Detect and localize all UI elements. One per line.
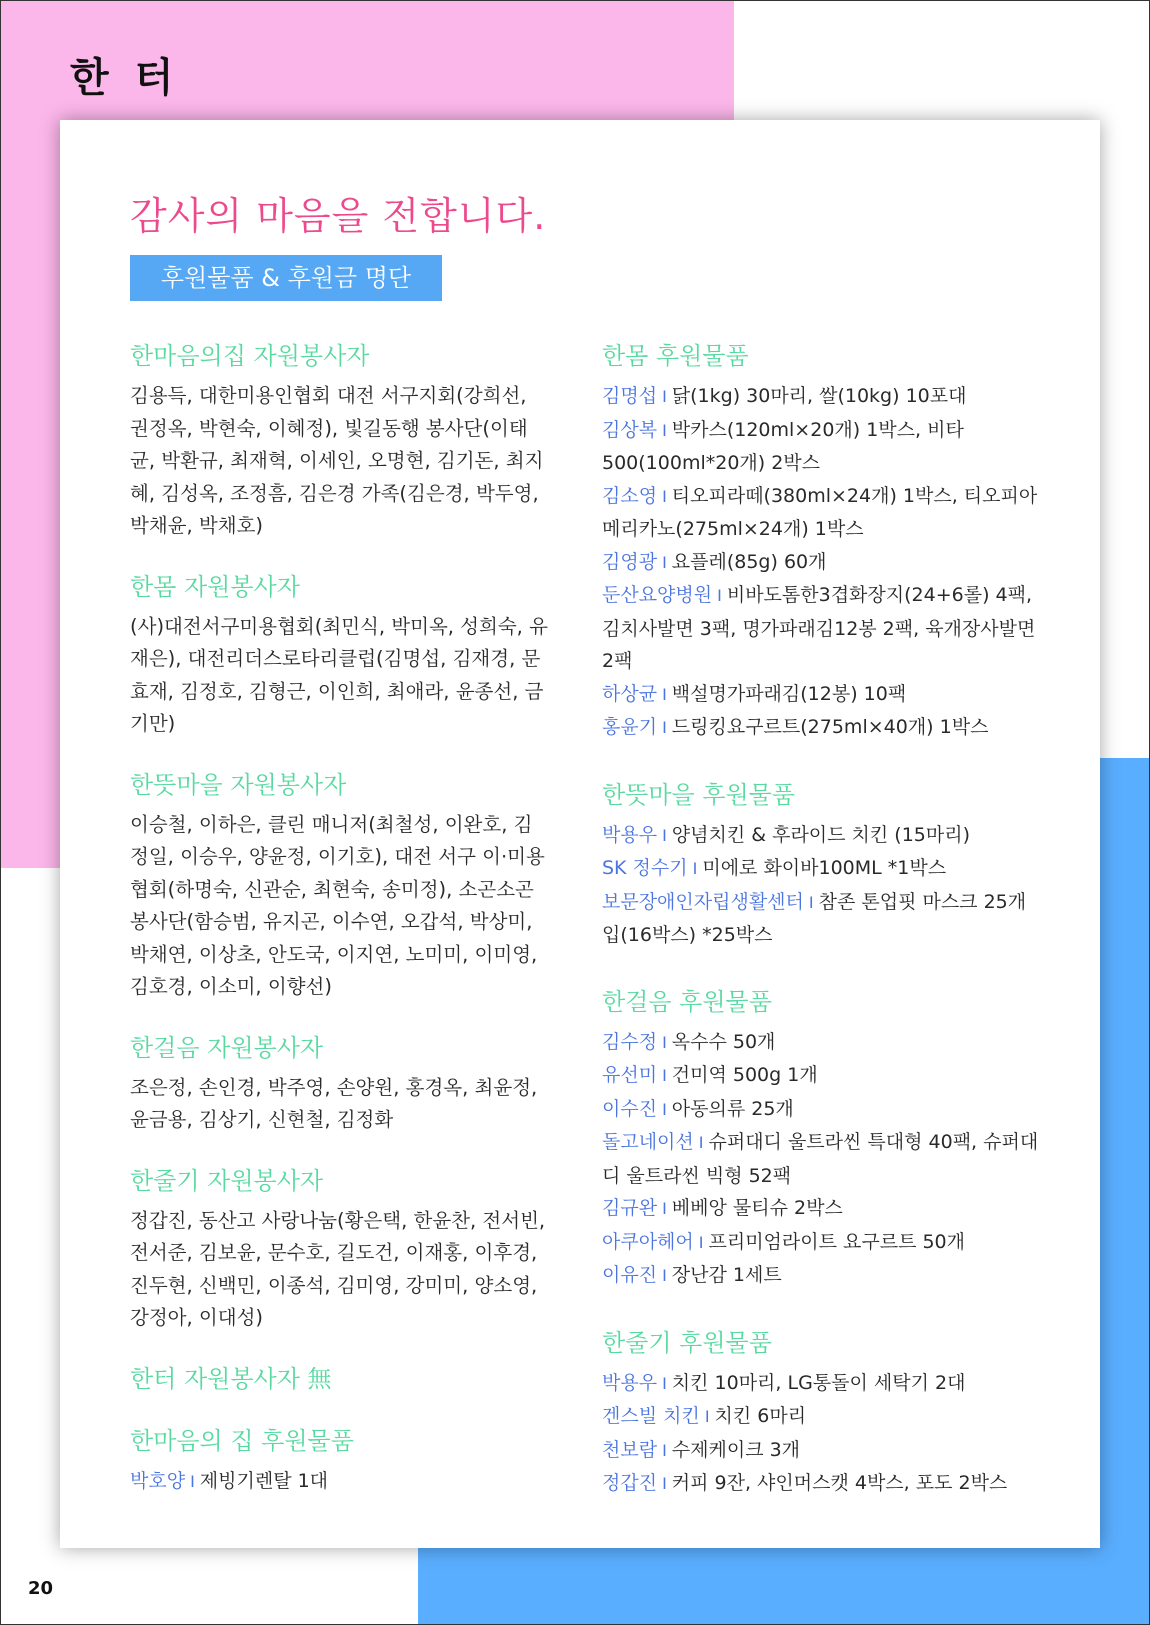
separator: I (662, 1373, 667, 1393)
separator: I (662, 1474, 667, 1493)
section-title: 한 터 (70, 55, 180, 101)
donation-description: 미에로 화이바100ML *1박스 (702, 857, 947, 879)
donor-name: 김규완 (602, 1197, 658, 1219)
group-title: 한걸음 후원물품 (602, 987, 772, 1016)
donation-description: 치킨 6마리 (714, 1405, 807, 1427)
donation-description: 슈퍼대디 울트라씬 특대형 40팩, 슈퍼대디 울트라씬 빅형 52팩 (602, 1131, 1039, 1187)
separator: I (662, 1032, 667, 1052)
volunteer-group (130, 1361, 550, 1397)
donation-description: 비바도톰한3겹화장지(24+6롤) 4팩, 김치사발면 3팩, 명가파래김12봉 2팩, 육개장사발면 2팩 (602, 584, 1036, 672)
group-title: 한터 자원봉사자 無 (130, 1364, 332, 1393)
separator: I (190, 1471, 195, 1491)
donor-name: 박호양 (130, 1469, 186, 1492)
separator: I (698, 1133, 704, 1152)
donation-item (602, 414, 1042, 480)
group-title: 한줄기 자원봉사자 (130, 1166, 324, 1195)
group-names: 김용득, 대한미용인협회 대전 서구지회(강희선, 권정옥, 박현숙, 이혜정), 빛길동행 봉사단(이태균, 박환규, 최재혁, 이세인, 오명현, 김기돈, 최지혜, 김성옥, 조정흠, 김은경 가족(김은경, 박두영, 박채윤, 박채호) (130, 384, 544, 537)
donation-group (602, 984, 1042, 1293)
donation-item (602, 1400, 1042, 1434)
donation-description: 백설명가파래김(12봉) 10팩 (671, 682, 907, 705)
donation-item (602, 852, 1042, 886)
volunteer-group (130, 1030, 550, 1137)
group-title: 한마음의집 자원봉사자 (130, 342, 370, 370)
donation-item (602, 1093, 1042, 1127)
donation-group (130, 1423, 550, 1499)
donation-description: 박카스(120ml×20개) 1박스, 비타500(100ml*20개) 2박스 (602, 418, 964, 474)
donation-description: 제빙기렌탈 1대 (199, 1469, 329, 1492)
donor-name: SK 정수기 (602, 857, 688, 879)
group-title: 한뜻마을 후원물품 (602, 780, 796, 809)
donor-name: 김소영 (602, 484, 658, 507)
group-names: 조은정, 손인경, 박주영, 손양원, 홍경옥, 최윤정, 윤금용, 김상기, 신현철, 김정화 (130, 1075, 538, 1131)
donation-item (602, 546, 1042, 580)
separator: I (662, 684, 667, 704)
separator: I (662, 1199, 667, 1218)
separator: I (662, 1066, 667, 1085)
donor-name: 김수정 (602, 1030, 658, 1053)
donor-name: 홍윤기 (602, 716, 658, 738)
separator: I (662, 718, 667, 737)
separator: I (662, 1266, 667, 1285)
volunteer-group (130, 1163, 550, 1335)
separator: I (662, 387, 667, 406)
separator: I (662, 552, 667, 572)
donor-name: 천보람 (602, 1438, 658, 1461)
donation-item (602, 678, 1042, 712)
donation-description: 수제케이크 3개 (671, 1438, 801, 1461)
donation-description: 티오피라떼(380ml×24개) 1박스, 티오피아메리카노(275ml×24개) 1박스 (602, 484, 1038, 540)
page-number: 20 (28, 1578, 54, 1599)
donor-name: 김상복 (602, 418, 658, 441)
donor-name: 이유진 (602, 1264, 658, 1286)
donation-item (130, 1465, 550, 1499)
donation-item (602, 1126, 1042, 1192)
donation-item (602, 711, 1042, 745)
donation-description: 참존 톤업핏 마스크 25개입(16박스) *25박스 (602, 890, 1027, 946)
separator: I (662, 420, 667, 440)
donation-item (602, 1192, 1042, 1226)
separator: I (692, 859, 698, 878)
list-banner: 후원물품 & 후원금 명단 (130, 255, 442, 301)
group-title: 한뜻마을 자원봉사자 (130, 770, 347, 799)
donation-item (602, 819, 1042, 853)
donation-description: 프리미엄라이트 요구르트 50개 (708, 1230, 966, 1253)
separator: I (662, 1099, 667, 1119)
donation-item (602, 1467, 1042, 1501)
separator: I (662, 486, 667, 506)
group-names: 정갑진, 동산고 사랑나눔(황은택, 한윤찬, 전서빈, 전서준, 김보윤, 문수호, 길도건, 이재홍, 이후경, 진두현, 신백민, 이종석, 김미영, 강미미, 양소영, 강정아, 이대성) (130, 1208, 546, 1329)
group-names: (사)대전서구미용협회(최민식, 박미옥, 성희숙, 유재은), 대전리더스로타리클럽(김명섭, 김재경, 문효재, 김정호, 김형근, 이인희, 최애라, 윤종선, 금기만) (130, 614, 548, 735)
donation-item (602, 1059, 1042, 1093)
donation-description: 베베앙 물티슈 2박스 (671, 1197, 843, 1219)
donor-name: 보문장애인자립생활센터 (602, 890, 804, 913)
donation-description: 건미역 500g 1개 (671, 1064, 818, 1086)
donor-name: 유선미 (602, 1064, 658, 1086)
separator: I (662, 825, 667, 845)
donation-item (602, 1367, 1042, 1401)
donor-name: 아쿠아헤어 (602, 1230, 694, 1253)
volunteer-group (130, 338, 550, 543)
donation-item (602, 1259, 1042, 1293)
donation-item (602, 579, 1042, 678)
volunteer-group (130, 767, 550, 1004)
donation-item (602, 480, 1042, 546)
donor-name: 이수진 (602, 1097, 658, 1120)
donation-group (602, 1325, 1042, 1501)
donor-name: 정갑진 (602, 1472, 658, 1494)
group-title: 한몸 후원물품 (602, 342, 749, 370)
donor-name: 겐스빌 치킨 (602, 1405, 700, 1427)
donations-column (602, 338, 1042, 1533)
donation-description: 요플레(85g) 60개 (671, 550, 827, 573)
donor-name: 김영광 (602, 550, 658, 573)
separator: I (808, 892, 814, 912)
donation-item (602, 1026, 1042, 1060)
donation-group (602, 777, 1042, 952)
separator: I (698, 1232, 704, 1252)
group-title: 한줄기 후원물품 (602, 1328, 772, 1357)
donor-name: 김명섭 (602, 385, 658, 407)
separator: I (704, 1407, 710, 1426)
donation-description: 닭(1kg) 30마리, 쌀(10kg) 10포대 (671, 385, 967, 407)
group-title: 한걸음 자원봉사자 (130, 1033, 324, 1062)
group-title: 한마음의 집 후원물품 (130, 1426, 354, 1455)
donation-description: 옥수수 50개 (671, 1030, 776, 1053)
donor-name: 하상균 (602, 682, 658, 705)
separator: I (662, 1440, 667, 1460)
donor-name: 둔산요양병원 (602, 584, 713, 606)
page-headline: 감사의 마음을 전합니다. (130, 194, 547, 238)
donation-description: 양념치킨 & 후라이드 치킨 (15마리) (671, 823, 971, 846)
content-card (60, 120, 1100, 1548)
donation-description: 커피 9잔, 샤인머스캣 4박스, 포도 2박스 (671, 1472, 1008, 1494)
donor-name: 박용우 (602, 1371, 658, 1394)
separator: I (717, 586, 722, 605)
volunteers-column (130, 338, 550, 1524)
volunteer-group (130, 569, 550, 741)
group-title: 한몸 자원봉사자 (130, 572, 300, 601)
group-names: 이승철, 이하은, 클린 매니저(최철성, 이완호, 김정일, 이승우, 양윤정, 이기호), 대전 서구 이·미용 협회(하명숙, 신관순, 최현숙, 송미정), 소곤소곤봉사단(함승범, 유지곤, 이수연, 오갑석, 박상미, 박채연, 이상초, 안도국, 이지연, 노미미, 이미영, 김호경, 이소미, 이향선) (130, 812, 545, 998)
donation-item (602, 1434, 1042, 1468)
donation-item (602, 380, 1042, 414)
donation-group (602, 338, 1042, 745)
donor-name: 박용우 (602, 823, 658, 846)
donation-description: 드링킹요구르트(275ml×40개) 1박스 (671, 716, 989, 738)
donor-name: 돌고네이션 (602, 1131, 694, 1153)
donation-item (602, 886, 1042, 952)
donation-description: 장난감 1세트 (671, 1264, 782, 1286)
donation-description: 아동의류 25개 (671, 1097, 794, 1120)
donation-item (602, 1226, 1042, 1260)
donation-description: 치킨 10마리, LG통돌이 세탁기 2대 (671, 1371, 966, 1394)
